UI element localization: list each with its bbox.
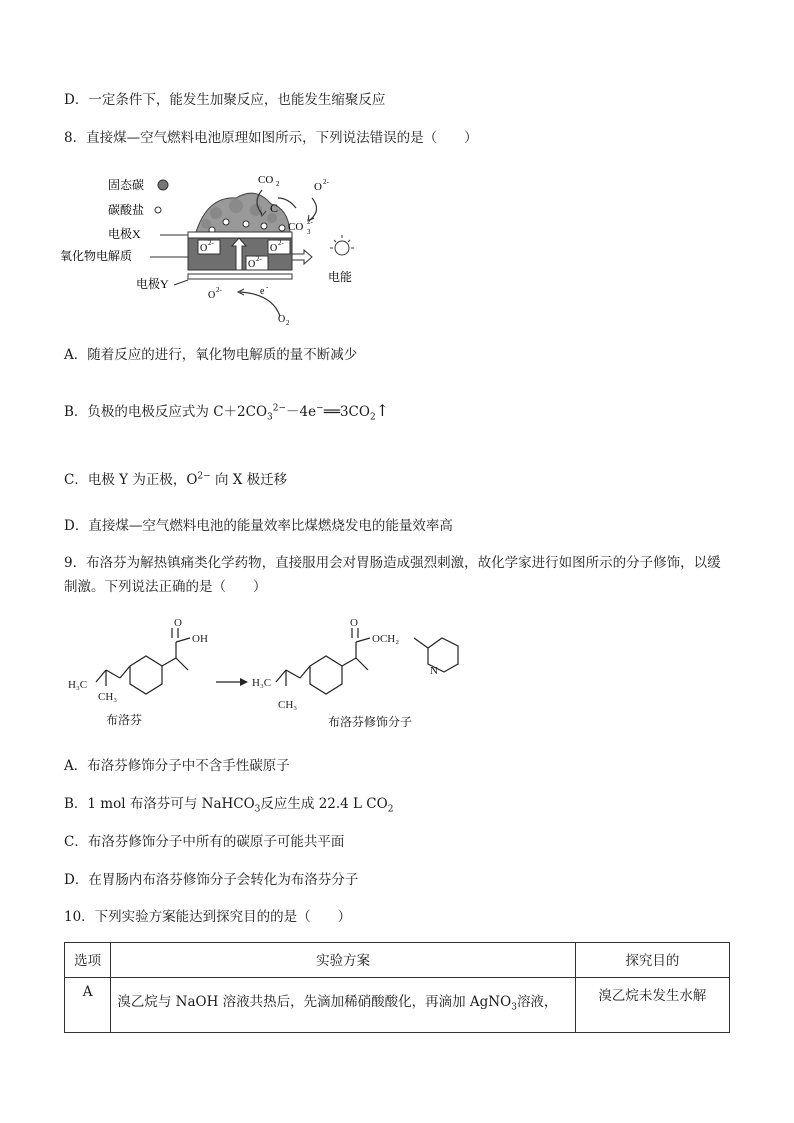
header-option: 选项 — [65, 943, 111, 978]
electrode-x — [188, 232, 292, 238]
header-goal: 探究目的 — [575, 943, 729, 978]
svg-text:H₃C: H₃C — [68, 679, 88, 691]
electrode-y-label: 电极Y — [136, 277, 169, 291]
fuel-cell-diagram — [60, 168, 396, 328]
svg-text:OH: OH — [192, 633, 208, 645]
q8-option-d: D．直接煤—空气燃料电池的能量效率比煤燃烧发电的能量效率高 — [64, 518, 453, 534]
svg-text:2: 2 — [286, 319, 290, 327]
q8-option-c: C．电极 Y 为正极，$O^{2-}$ 向 X 极迁移 — [64, 471, 288, 488]
q9-option-d: D．在胃肠内布洛芬修饰分子会转化为布洛芬分子 — [64, 872, 359, 888]
current-arrow — [292, 250, 312, 264]
electrode-x-label: 电极X — [108, 227, 141, 241]
legend-carbon-label: 固态碳 — [108, 178, 145, 192]
svg-text:2-: 2- — [256, 255, 262, 263]
svg-text:e: e — [260, 286, 265, 297]
svg-text:CO: CO — [288, 221, 304, 233]
ibuprofen-structures — [66, 618, 486, 736]
svg-text:2-: 2- — [323, 178, 329, 186]
table-row — [65, 978, 730, 1033]
svg-text:3: 3 — [307, 228, 311, 236]
modified-ibuprofen-label: 布洛芬修饰分子 — [328, 715, 413, 729]
q8-option-b: B．负极的电极反应式为 $C+2CO_3^{2-}-4e^-══3CO_2↑$ — [64, 401, 390, 423]
svg-text:O: O — [208, 290, 216, 301]
svg-text:O: O — [248, 259, 256, 270]
q10-stem: 10．下列实验方案能达到探究目的的是（ ） — [64, 909, 352, 925]
q9-option-a: A．布洛芬修饰分子中不含手性碳原子 — [64, 758, 290, 774]
legend-carbonate-label: 碳酸盐 — [108, 203, 145, 217]
q9-option-c: C．布洛芬修饰分子中所有的碳原子可能共平面 — [64, 834, 345, 850]
table-header-row — [65, 943, 730, 978]
row-a-option: A — [65, 978, 111, 1033]
q10-options-table — [64, 942, 730, 1033]
svg-text:CH₃: CH₃ — [98, 691, 118, 703]
row-a-goal: 溴乙烷未发生水解 — [575, 978, 729, 1033]
energy-label: 电能 — [328, 270, 353, 284]
row-a-plan: 溴乙烷与 NaOH 溶液共热后，先滴加稀硝酸酸化，再滴加 AgNO$_3$溶液， — [111, 978, 575, 1033]
q8-stem: 8．直接煤—空气燃料电池原理如图所示，下列说法错误的是（ ） — [64, 130, 478, 146]
benzene-ring-left — [130, 656, 162, 694]
svg-text:O: O — [314, 181, 322, 193]
svg-text:C: C — [270, 201, 279, 215]
svg-text:O: O — [200, 243, 208, 254]
svg-text:2-: 2- — [307, 218, 313, 226]
svg-text:OCH₂: OCH₂ — [372, 633, 400, 645]
svg-text:2-: 2- — [216, 286, 222, 294]
svg-text:2: 2 — [276, 180, 280, 188]
svg-text:O: O — [270, 243, 278, 254]
ibuprofen-label: 布洛芬 — [106, 713, 143, 727]
svg-text:O: O — [174, 617, 182, 629]
benzene-ring-right — [310, 656, 342, 694]
svg-text:2-: 2- — [208, 239, 214, 247]
carbon-legend-dot — [158, 180, 168, 190]
svg-text:H₃C: H₃C — [252, 677, 272, 689]
svg-text:CO: CO — [258, 174, 274, 186]
bulb-icon — [335, 241, 349, 255]
q9-stem: 9．布洛芬为解热镇痛类化学药物，直接服用会对胃肠造成强烈刺激，故化学家进行如图所示的分子修饰，以缓制激。下列说法正确的是（ ） — [64, 555, 721, 595]
svg-text:O: O — [278, 314, 286, 325]
svg-text:O: O — [350, 617, 358, 629]
q8-option-a: A．随着反应的进行，氧化物电解质的量不断减少 — [64, 347, 358, 363]
electrolyte-label: 氧化物电解质 — [60, 249, 133, 263]
svg-text:CH₃: CH₃ — [278, 699, 298, 711]
q9-option-b: B．1 mol 布洛芬可与 NaHCO$_3$反应生成 22.4 L $CO_2$ — [64, 796, 394, 815]
electrode-y — [188, 274, 292, 279]
svg-text:-: - — [266, 283, 269, 291]
header-plan: 实验方案 — [111, 943, 575, 978]
svg-text:N: N — [430, 665, 438, 677]
q7-option-d: D．一定条件下，能发生加聚反应，也能发生缩聚反应 — [64, 92, 386, 108]
svg-text:2-: 2- — [278, 239, 284, 247]
carbonate-legend-dot — [155, 207, 161, 213]
